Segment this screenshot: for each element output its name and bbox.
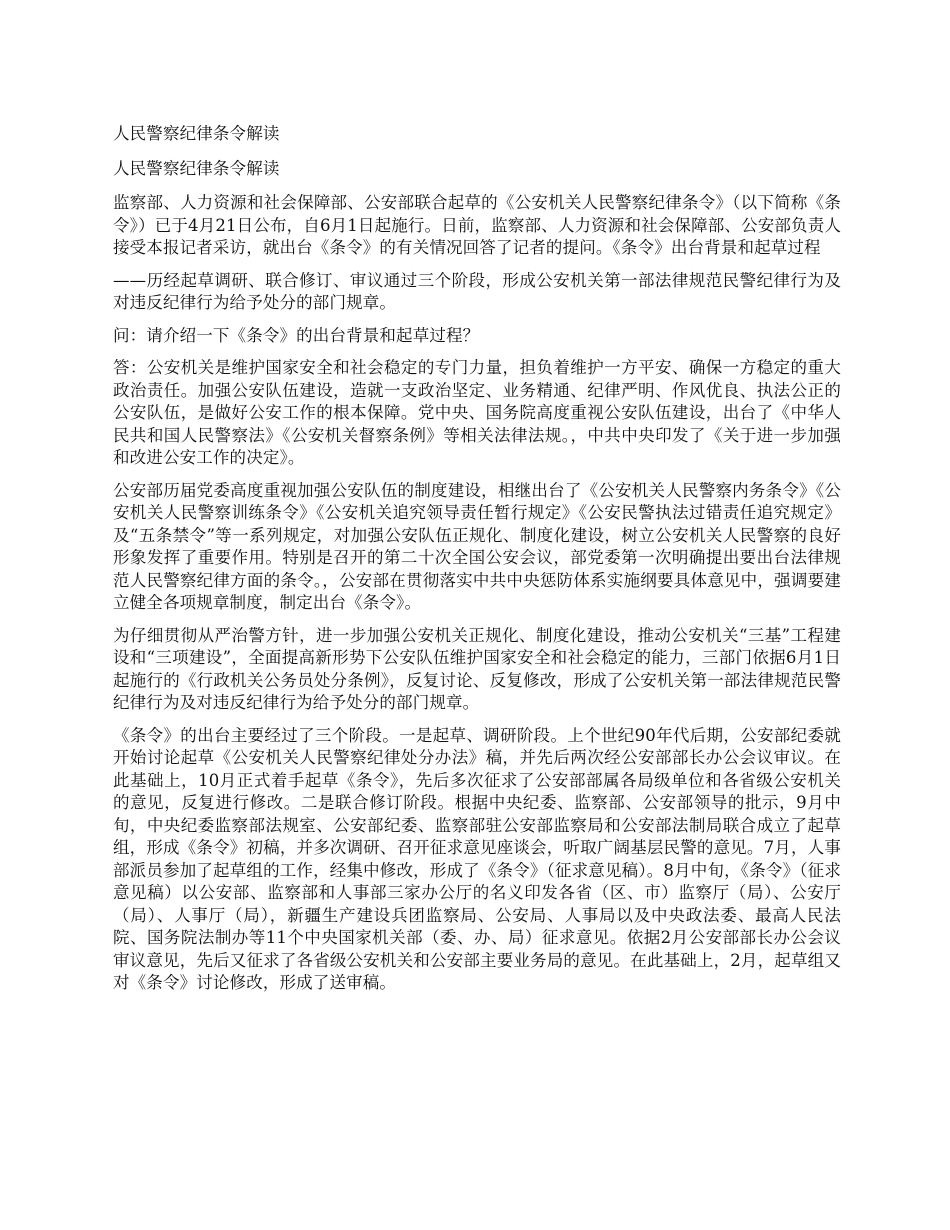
document-subtitle: 人民警察纪律条令解读	[113, 158, 280, 178]
document-title: 人民警察纪律条令解读	[113, 124, 280, 143]
document-page	[113, 123, 841, 1005]
paragraph-question: 问：请介绍一下《条令》的出台背景和起草过程？	[113, 325, 480, 345]
paragraph-ministry-regulations: 公安部历届党委高度重视加强公安队伍的制度建设，相继出台了《公安机关人民警察内务条令》《公安机关人民警察训练条令》《公安机关追究领导责任暂行规定》《公安民警执法过错责任追究规定》及“五条禁令”等一系列规定，对加强公安队伍正规化、制度化建设，树立公安机关人民警察的良好形象发挥了重要作用。特别是召开的第二十次全国公安会议，部党委第一次明确提出要出台法律规范人民警察纪律方面的条令。，公安部在贯彻落实中共中央惩防体系实施纲要具体意见中，强调要建立健全各项规章制度，制定出台《条令》。	[113, 480, 841, 612]
paragraph-intro: 监察部、人力资源和社会保障部、公安部联合起草的《公安机关人民警察纪律条令》（以下简称《条令》）已于4月21日公布，自6月1日起施行。日前，监察部、人力资源和社会保障部、公安部负责人接受本报记者采访，就出台《条令》的有关情况回答了记者的提问。《条令》出台背景和起草过程	[113, 193, 841, 257]
paragraph-answer: 答：公安机关是维护国家安全和社会稳定的专门力量，担负着维护一方平安、确保一方稳定的重大政治责任。加强公安队伍建设，造就一支政治坚定、业务精通、纪律严明、作风优良、执法公正的公安队伍，是做好公安工作的根本保障。党中央、国务院高度重视公安队伍建设，出台了《中华人民共和国人民警察法》《公安机关督察条例》等相关法律法规。，中共中央印发了《关于进一步加强和改进公安工作的决定》。	[113, 358, 841, 467]
paragraph-summary: ——历经起草调研、联合修订、审议通过三个阶段，形成公安机关第一部法律规范民警纪律行为及对违反纪律行为给予处分的部门规章。	[113, 270, 841, 312]
paragraph-purpose: 为仔细贯彻从严治警方针，进一步加强公安机关正规化、制度化建设，推动公安机关“三基”工程建设和“三项建设”，全面提高新形势下公安队伍维护国家安全和社会稳定的能力，三部门依据6月1日起施行的《行政机关公务员处分条例》，反复讨论、反复修改，形成了公安机关第一部法律规范民警纪律行为及对违反纪律行为给予处分的部门规章。	[113, 625, 841, 712]
paragraph-drafting-stages: 《条令》的出台主要经过了三个阶段。一是起草、调研阶段。上个世纪90年代后期，公安部纪委就开始讨论起草《公安机关人民警察纪律处分办法》稿，并先后两次经公安部部长办公会议审议。在此基础上，10月正式着手起草《条令》，先后多次征求了公安部部属各局级单位和各省级公安机关的意见，反复进行修改。二是联合修订阶段。根据中央纪委、监察部、公安部领导的批示，9月中旬，中央纪委监察部法规室、公安部纪委、监察部驻公安部监察局和公安部法制局联合成立了起草组，形成《条令》初稿，并多次调研、召开征求意见座谈会，听取广阔基层民警的意见。7月，人事部派员参加了起草组的工作，经集中修改，形成了《条令》（征求意见稿）。8月中旬，《条令》（征求意见稿）以公安部、监察部和人事部三家办公厅的名义印发各省（区、市）监察厅（局）、公安厅（局）、人事厅（局），新疆生产建设兵团监察局、公安局、人事局以及中央政法委、最高人民法院、国务院法制办等11个中央国家机关部（委、办、局）征求意见。依据2月公安部部长办公会议审议意见，先后又征求了各省级公安机关和公安部主要业务局的意见。在此基础上，2月，起草组又对《条令》讨论修改，形成了送审稿。	[113, 725, 841, 992]
